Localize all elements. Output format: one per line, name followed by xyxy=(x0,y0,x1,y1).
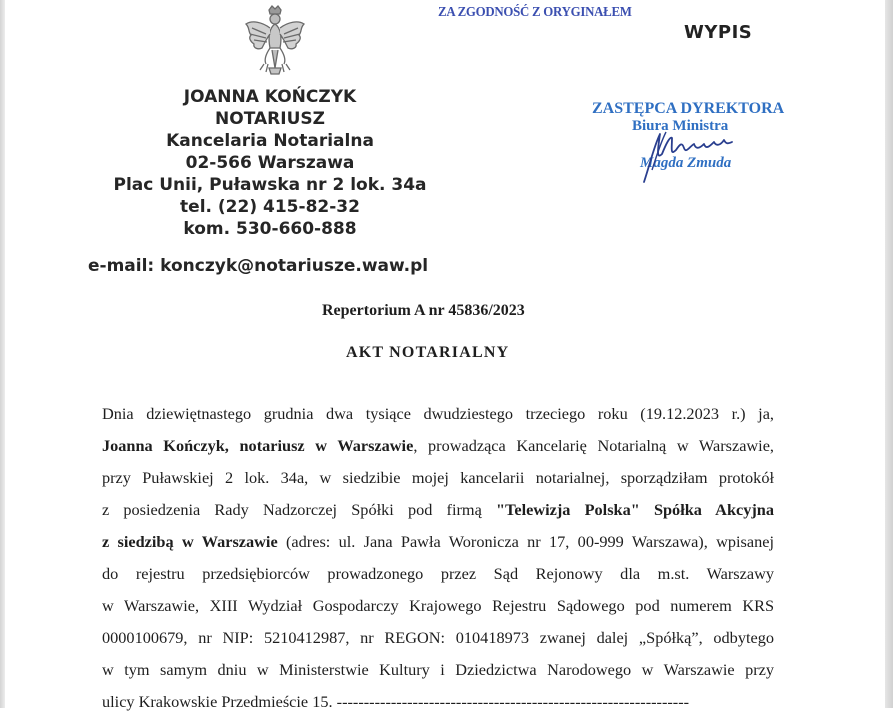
page-edge-right xyxy=(885,0,893,708)
body-line xyxy=(102,590,774,622)
body-line xyxy=(102,494,774,526)
body-text-span: (adres: ul. Jana Pawła Woronicza nr 17, 00-999 Warszawa), wpisanej xyxy=(277,532,774,551)
deputy-director-stamp xyxy=(592,100,792,171)
body-text-span: przy Puławskiej 2 lok. 34a, w siedzibie mojej kancelarii notarialnej, sporządziłam protokół xyxy=(102,468,774,487)
repertorium-number: Repertorium A nr 45836/2023 xyxy=(322,302,525,319)
notary-phone: tel. (22) 415-82-32 xyxy=(180,197,360,217)
body-text-span: do rejestru przedsiębiorców prowadzonego przez Sąd Rejonowy dla m.st. Warszawy xyxy=(102,564,774,583)
body-line xyxy=(102,558,774,590)
body-line xyxy=(102,654,774,686)
notary-address: Plac Unii, Puławska nr 2 lok. 34a xyxy=(113,175,427,195)
notary-office: Kancelaria Notarialna xyxy=(166,131,374,151)
handwritten-signature-icon xyxy=(632,124,742,184)
body-line xyxy=(102,526,774,558)
body-text-bold: Joanna Kończyk, notariusz w Warszawie xyxy=(102,436,414,455)
notary-name: JOANNA KOŃCZYK xyxy=(183,87,357,107)
body-line xyxy=(102,462,774,494)
document-type-label: WYPIS xyxy=(684,22,753,43)
stamp-person: Magda Zmuda xyxy=(640,155,732,171)
notary-title: NOTARIUSZ xyxy=(215,109,325,129)
act-title: AKT NOTARIALNY xyxy=(346,344,510,361)
body-line xyxy=(102,622,774,654)
body-text-span: z posiedzenia Rady Nadzorczej Spółki pod firmą xyxy=(102,500,496,519)
body-line xyxy=(102,430,774,462)
notary-header xyxy=(100,86,440,240)
notary-postal-city: 02-566 Warszawa xyxy=(185,153,355,173)
act-body xyxy=(102,398,774,718)
body-text-bold: "Telewizja Polska" Spółka Akcyjna xyxy=(495,500,774,519)
notary-mobile: kom. 530-660-888 xyxy=(183,219,357,239)
body-text-span: ulicy Krakowskie Przedmieście 15. ----------------------------------------------------------------- xyxy=(102,692,690,711)
body-line xyxy=(102,686,774,718)
body-text-span: w Warszawie, XIII Wydział Gospodarczy Krajowego Rejestru Sądowego pod numerem KRS xyxy=(102,596,774,615)
body-text-bold: z siedzibą w Warszawie xyxy=(102,532,278,551)
stamp-title: ZASTĘPCA DYREKTORA xyxy=(592,100,785,117)
certified-copy-stamp: ZA ZGODNOŚĆ Z ORYGINAŁEM xyxy=(438,5,632,20)
polish-eagle-emblem-icon xyxy=(242,4,308,76)
notary-email: e-mail: konczyk@notariusze.waw.pl xyxy=(88,256,429,276)
stamp-department: Biura Ministra xyxy=(632,118,729,134)
body-text-span: , prowadząca Kancelarię Notarialną w Warszawie, xyxy=(413,436,774,455)
body-text-span: Dnia dziewiętnastego grudnia dwa tysiące dwudziestego trzeciego roku (19.12.2023 r.) ja, xyxy=(102,404,774,423)
body-text-span: w tym samym dniu w Ministerstwie Kultury i Dziedzictwa Narodowego w Warszawie przy xyxy=(102,660,774,679)
body-text-span: 0000100679, nr NIP: 5210412987, nr REGON: 010418973 zwanej dalej „Spółką”, odbytego xyxy=(102,628,774,647)
page-edge-left xyxy=(0,0,5,708)
body-line xyxy=(102,398,774,430)
